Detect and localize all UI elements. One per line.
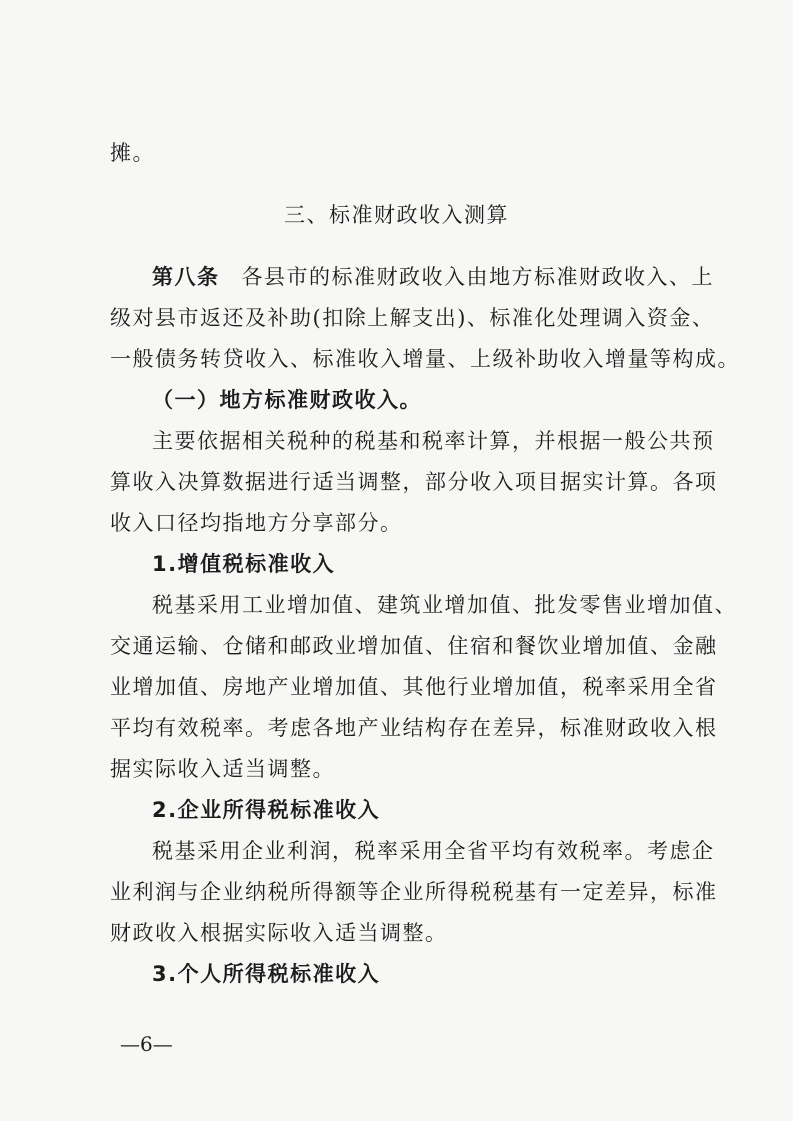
paragraph-line: 据实际收入适当调整。 — [110, 757, 335, 781]
paragraph-line: 主要依据相关税种的税基和税率计算，并根据一般公共预 — [152, 429, 715, 453]
paragraph-line: 交通运输、仓储和邮政业增加值、住宿和餐饮业增加值、金融 — [110, 634, 718, 658]
article-label: 第八条 — [152, 265, 220, 289]
item-heading-personal-tax: 3.个人所得税标准收入 — [152, 962, 381, 986]
paragraph-line: 收入口径均指地方分享部分。 — [110, 511, 403, 535]
paragraph-line: 财政收入根据实际收入适当调整。 — [110, 921, 448, 945]
paragraph-line: 税基采用工业增加值、建筑业增加值、批发零售业增加值、 — [152, 593, 737, 617]
item-heading-corporate-tax: 2.企业所得税标准收入 — [152, 798, 381, 822]
page-number: —6— — [120, 1032, 173, 1056]
paragraph-line: 级对县市返还及补助(扣除上解支出)、标准化处理调入资金、 — [110, 306, 715, 330]
subheading-local-revenue: （一）地方标准财政收入。 — [152, 388, 422, 412]
paragraph-line: 税基采用企业利润，税率采用全省平均有效税率。考虑企 — [152, 839, 715, 863]
paragraph-line: 业增加值、房地产业增加值、其他行业增加值，税率采用全省 — [110, 675, 718, 699]
section-heading: 三、标准财政收入测算 — [284, 203, 509, 227]
paragraph-line: 平均有效税率。考虑各地产业结构存在差异，标准财政收入根 — [110, 716, 718, 740]
article-eight-line — [152, 262, 732, 292]
paragraph-line: 一般债务转贷收入、标准收入增量、上级补助收入增量等构成。 — [110, 347, 740, 371]
paragraph-line: 业利润与企业纳税所得额等企业所得税税基有一定差异，标准 — [110, 880, 718, 904]
paragraph-line: 算收入决算数据进行适当调整，部分收入项目据实计算。各项 — [110, 470, 718, 494]
article-text: 各县市的标准财政收入由地方标准财政收入、上 — [241, 265, 714, 289]
continuation-line: 摊。 — [110, 141, 155, 165]
item-heading-vat: 1.增值税标准收入 — [152, 552, 336, 576]
